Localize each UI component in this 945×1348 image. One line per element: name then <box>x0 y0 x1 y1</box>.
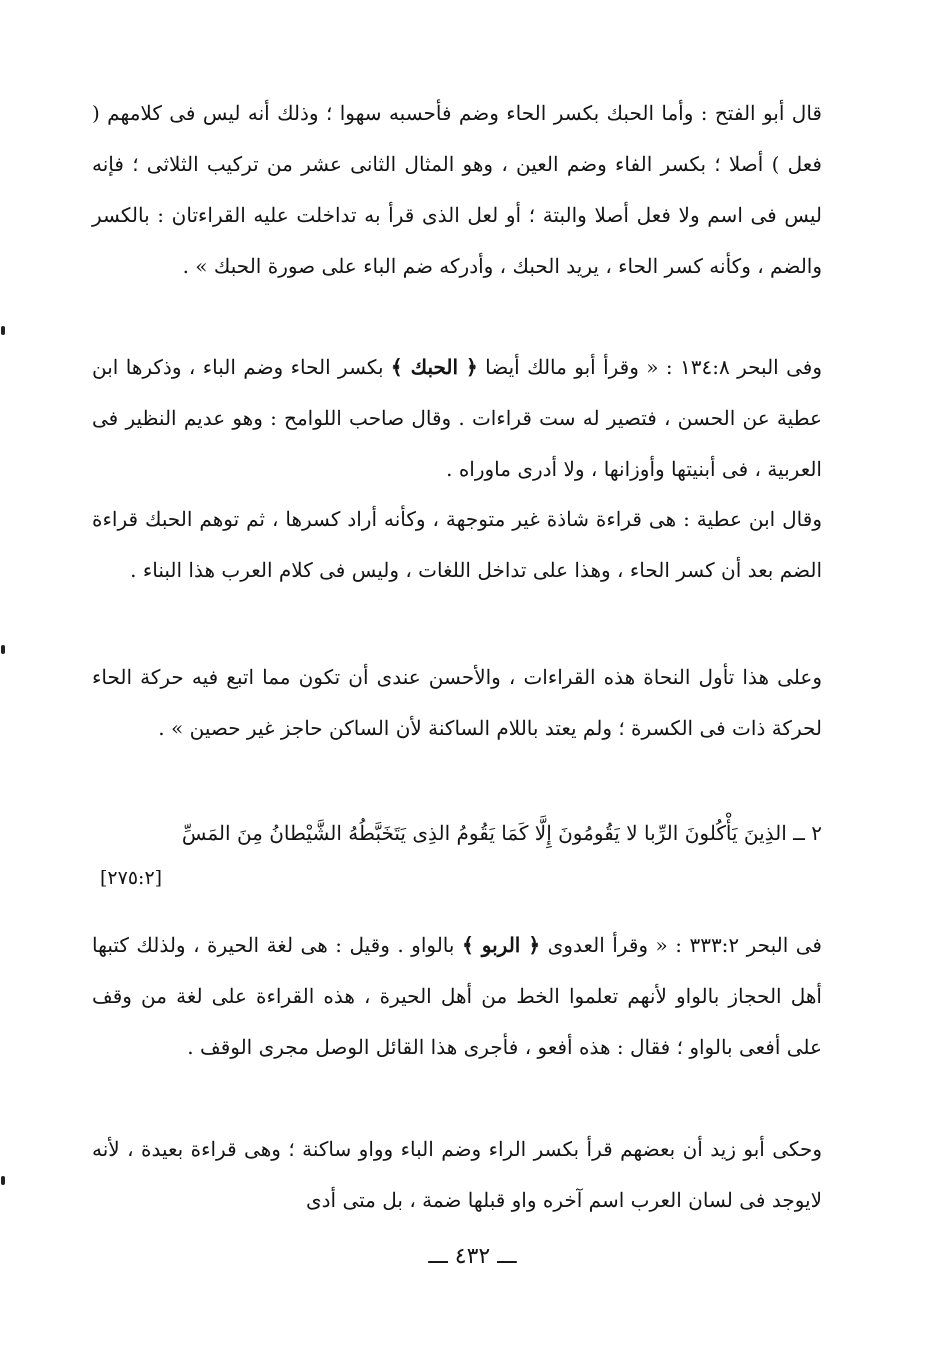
paragraph-nuhat: وعلى هذا تأول النحاة هذه القراءات ، والأحسن عندى أن تكون مما اتبع فيه حركة الحاء لحركة ذات فى الكسرة ؛ ولم يعتد باللام الساكنة لأن الساكن حاجز غير حصين » . <box>92 665 822 740</box>
quran-verse <box>92 808 822 859</box>
page-body <box>92 88 822 1328</box>
scan-edge-mark <box>1 326 5 335</box>
paragraph-abu-alfath: قال أبو الفتح : وأما الحبك بكسر الحاء وضم فأحسبه سهوا ؛ وذلك أنه ليس فى كلامهم ( فعل ) أصلا ؛ بكسر الفاء وضم العين ، وهو المثال الثانى عشر من تركيب الثلاثى ؛ فإنه ليس فى اسم ولا فعل أصلا والبتة ؛ أو لعل الذى قرأ به تداخلت عليه القراءتان : بالكسر والضم ، وكأنه كسر الحاء ، يريد الحبك ، وأدركه ضم الباء على صورة الحبك » . <box>92 101 822 278</box>
verse-text: الذِينَ يَأْكُلونَ الرِّبا لا يَقُومُونَ إِلَّا كَمَا يَقُومُ الذِى يَتَخَبَّطُهُ الشَّيْطانُ مِنَ المَسِّ <box>181 821 787 845</box>
paragraph-text: وفى البحر ١٣٤:٨ : « وقرأ أبو مالك أيضا <box>477 355 822 379</box>
paragraph-bahr-hubuk <box>92 342 822 495</box>
paragraph-bahr-ribw <box>92 920 822 1073</box>
page-number: ـــ ٤٣٢ ـــ <box>428 1244 517 1269</box>
quoted-word: ﴿ الحبك ﴾ <box>390 355 478 379</box>
scan-edge-mark <box>1 1176 5 1185</box>
paragraph-text: فى البحر ٣٣٣:٢ : « وقرأ العدوى <box>540 933 822 957</box>
verse-number: ٢ ــ <box>793 821 822 845</box>
quoted-word: ﴿ الربو ﴾ <box>461 933 541 957</box>
verse-reference: [٢٧٥:٢] <box>100 867 163 889</box>
paragraph-abu-zayd: وحكى أبو زيد أن بعضهم قرأ بكسر الراء وضم الباء وواو ساكنة ؛ وهى قراءة بعيدة ، لأنه لايوجد فى لسان العرب اسم آخره واو قبلها ضمة ، بل متى أدى <box>92 1137 822 1212</box>
paragraph-ibn-atiyya: وقال ابن عطية : هى قراءة شاذة غير متوجهة ، وكأنه أراد كسرها ، ثم توهم الحبك قراءة الضم بعد أن كسر الحاء ، وهذا على تداخل اللغات ، وليس فى كلام العرب هذا البناء . <box>92 507 822 582</box>
paragraph-text: بالواو . وقيل : هى لغة الحيرة ، ولذلك كتبها أهل الحجاز بالواو لأنهم تعلموا الخط من أهل الحيرة ، هذه القراءة على لغة من وقف على أفعى بالواو ؛ فقال : هذه أفعو ، فأجرى هذا القائل الوصل مجرى الوقف . <box>92 933 822 1059</box>
paragraph-text: بكسر الحاء وضم الباء ، وذكرها ابن عطية عن الحسن ، فتصير له ست قراءات . وقال صاحب اللوامح : وهو عديم النظير فى العربية ، فى أبنيتها وأوزانها ، ولا أدرى ماوراه . <box>92 355 822 481</box>
scan-edge-mark <box>1 645 5 654</box>
